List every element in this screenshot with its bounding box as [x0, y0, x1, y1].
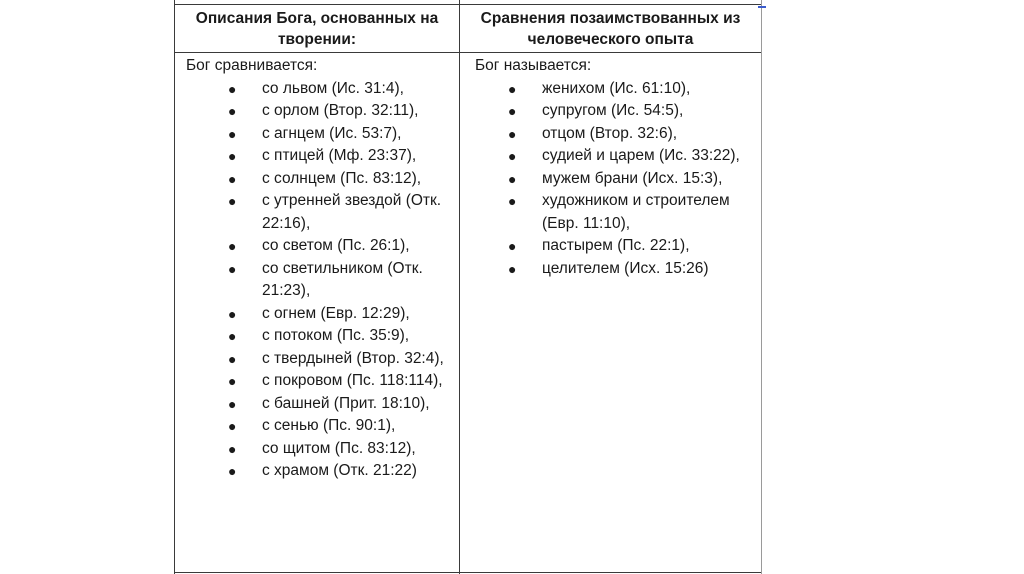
list-item — [508, 123, 758, 146]
list-item-text: с птицей (Мф. 23:37), — [262, 147, 417, 164]
left-column — [186, 55, 456, 483]
list-item — [228, 348, 456, 371]
list-item — [228, 460, 456, 483]
header-left: Описания Бога, основанных на творении: — [195, 10, 439, 48]
list-item-text: с сенью (Пс. 90:1), — [262, 417, 396, 434]
list-item — [508, 235, 758, 258]
list-item-text: с твердыней (Втор. 32:4), — [262, 349, 444, 367]
bullet-icon: ● — [228, 395, 237, 412]
list-item-text: с башней (Прит. 18:10), — [262, 394, 430, 412]
bullet-icon: ● — [228, 125, 237, 142]
bullet-icon: ● — [228, 350, 237, 367]
bullet-icon: ● — [508, 103, 517, 119]
bullet-icon: ● — [228, 170, 237, 187]
bullet-icon: ● — [228, 440, 237, 457]
table-border-top — [174, 4, 761, 5]
list-item — [228, 325, 456, 348]
bullet-icon: ● — [228, 305, 237, 322]
list-item — [228, 415, 456, 438]
list-item-text: с огнем (Евр. 12:29), — [262, 304, 410, 322]
bullet-icon: ● — [228, 328, 237, 344]
list-item-text: с солнцем (Пс. 83:12), — [262, 169, 422, 187]
list-item-text: с храмом (Отк. 21:22) — [262, 462, 417, 479]
right-intro: Бог называется: — [475, 57, 592, 74]
list-item — [508, 78, 758, 101]
list-item — [228, 78, 456, 101]
list-item — [228, 303, 456, 326]
list-item — [228, 438, 456, 461]
bullet-icon: ● — [228, 148, 237, 164]
bullet-icon: ● — [508, 238, 517, 254]
bullet-icon: ● — [228, 463, 237, 479]
list-item-text: художником и строителем (Евр. 11:10), — [542, 192, 730, 232]
bullet-icon: ● — [228, 238, 237, 254]
list-item — [228, 190, 456, 235]
list-item-text: со щитом (Пс. 83:12), — [262, 439, 416, 457]
list-item-text: со светом (Пс. 26:1), — [262, 237, 410, 254]
list-item — [508, 190, 758, 235]
list-item — [228, 235, 456, 258]
list-item-text: с покровом (Пс. 118:114), — [262, 372, 443, 389]
list-item — [508, 100, 758, 123]
left-intro: Бог сравнивается: — [186, 57, 318, 74]
left-list — [186, 78, 456, 483]
list-item-text: женихом (Ис. 61:10), — [542, 79, 691, 97]
list-item — [228, 393, 456, 416]
table-border-left — [174, 0, 175, 574]
list-item — [228, 168, 456, 191]
right-column — [475, 55, 758, 280]
right-list — [475, 78, 758, 281]
list-item — [508, 145, 758, 168]
bullet-icon: ● — [228, 80, 237, 97]
list-item — [508, 258, 758, 281]
list-item-text: целителем (Исх. 15:26) — [542, 259, 709, 277]
bullet-icon: ● — [508, 80, 517, 97]
table-border-bottom — [174, 572, 761, 573]
list-item — [228, 258, 456, 303]
bullet-icon: ● — [508, 260, 517, 277]
bullet-icon: ● — [228, 418, 237, 434]
header-right: Сравнения позаимствованных из человеческого опыта — [480, 10, 741, 48]
table-header-divider — [174, 52, 761, 53]
bullet-icon: ● — [508, 170, 517, 187]
list-item — [228, 370, 456, 393]
list-item-text: мужем брани (Исх. 15:3), — [542, 169, 723, 187]
bullet-icon: ● — [508, 193, 517, 209]
table-border-right — [761, 0, 762, 574]
selection-accent-mark — [758, 6, 766, 8]
list-item-text: отцом (Втор. 32:6), — [542, 124, 678, 142]
bullet-icon: ● — [228, 193, 237, 209]
list-item-text: с потоком (Пс. 35:9), — [262, 327, 410, 344]
bullet-icon: ● — [228, 260, 237, 277]
list-item-text: с агнцем (Ис. 53:7), — [262, 124, 402, 142]
list-item — [228, 123, 456, 146]
list-item-text: со светильником (Отк. 21:23), — [262, 259, 423, 299]
table-column-divider — [459, 0, 460, 574]
list-item-text: супругом (Ис. 54:5), — [542, 102, 684, 119]
list-item-text: судией и царем (Ис. 33:22), — [542, 147, 740, 164]
list-item-text: пастырем (Пс. 22:1), — [542, 237, 690, 254]
list-item-text: с утренней звездой (Отк. 22:16), — [262, 192, 442, 232]
list-item — [228, 100, 456, 123]
list-item — [508, 168, 758, 191]
bullet-icon: ● — [508, 148, 517, 164]
list-item-text: с орлом (Втор. 32:11), — [262, 102, 419, 119]
bullet-icon: ● — [228, 103, 237, 119]
bullet-icon: ● — [228, 373, 237, 389]
bullet-icon: ● — [508, 125, 517, 142]
list-item — [228, 145, 456, 168]
list-item-text: со львом (Ис. 31:4), — [262, 79, 404, 97]
